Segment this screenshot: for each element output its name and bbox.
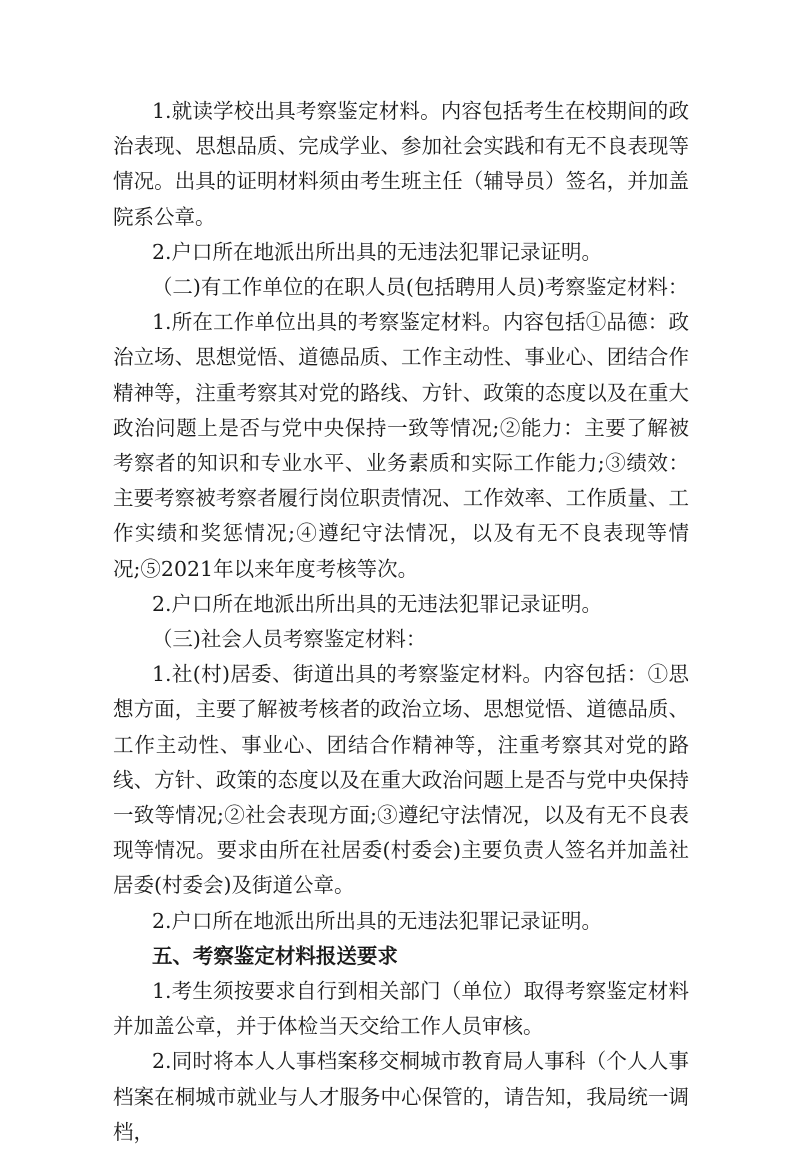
paragraph-police-certificate: 2.户口所在地派出所出具的无违法犯罪记录证明。 (151, 239, 602, 264)
paragraph-police-certificate: 2.户口所在地派出所出具的无违法犯罪记录证明。 (151, 591, 602, 616)
section-heading-submission: 五、考察鉴定材料报送要求 (151, 943, 398, 968)
paragraph-employer-material: 1.所在工作单位出具的考察鉴定材料。内容包括①品德：政治立场、思想觉悟、道德品质、工作主动性、事业心、团结合作精神等，注重考察其对党的路线、方针、政策的态度以及在重大政治问题上是否与党中央保持一致等情况;②能力：主要了解被考察者的知识和专业水平、业务素质和实际工作能力;③绩效：主要考察被考察者履行岗位职责情况、工作效率、工作质量、工作实绩和奖惩情况;④遵纪守法情况，以及有无不良表现等情况;⑤2021年以来年度考核等次。 (113, 310, 689, 581)
section-employed-personnel: （二)有工作单位的在职人员(包括聘用人员)考察鉴定材料： (151, 275, 689, 300)
paragraph-community-material: 1.社(村)居委、街道出具的考察鉴定材料。内容包括：①思想方面，主要了解被考核者的政治立场、思想觉悟、道德品质、工作主动性、事业心、团结合作精神等，注重考察其对党的路线、方针、政策的态度以及在重大政治问题上是否与党中央保持一致等情况;②社会表现方面;③遵纪守法情况，以及有无不良表现等情况。要求由所在社居委(村委会)主要负责人签名并加盖社居委(村委会)及街道公章。 (113, 662, 689, 898)
paragraph-school-material: 1.就读学校出具考察鉴定材料。内容包括考生在校期间的政治表现、思想品质、完成学业、参加社会实践和有无不良表现等情况。出具的证明材料须由考生班主任（辅导员）签名，并加盖院系公章。 (113, 99, 689, 229)
document-body (113, 94, 689, 1150)
paragraph-submission-rule-1: 1.考生须按要求自行到相关部门（单位）取得考察鉴定材料并加盖公章，并于体检当天交给工作人员审核。 (113, 979, 689, 1039)
section-social-personnel: （三)社会人员考察鉴定材料： (151, 627, 427, 652)
paragraph-police-certificate: 2.户口所在地派出所出具的无违法犯罪记录证明。 (151, 908, 602, 933)
paragraph-submission-rule-2: 2.同时将本人人事档案移交桐城市教育局人事科（个人人事档案在桐城市就业与人才服务中心保管的，请告知，我局统一调档， (113, 1049, 689, 1144)
